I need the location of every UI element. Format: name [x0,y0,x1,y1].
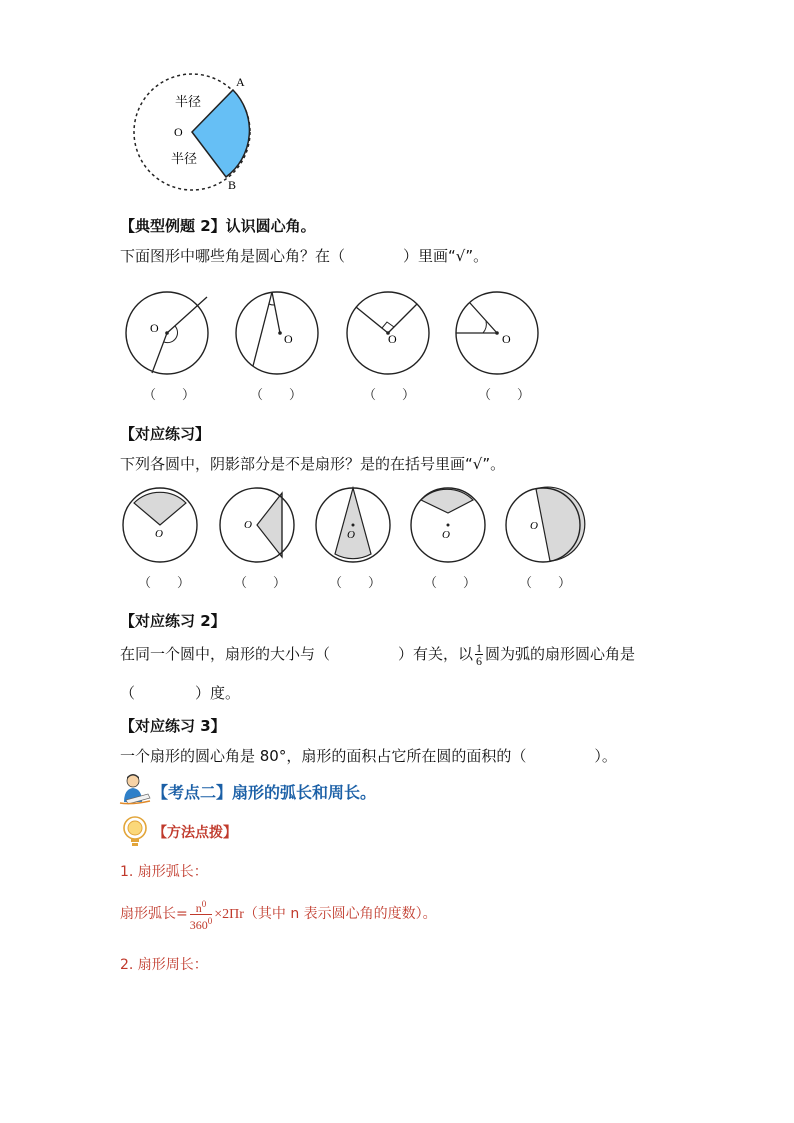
formula-tail: ×2Пr [214,907,244,922]
practice1-answer-4[interactable]: （ ） [424,576,477,591]
student-reading-icon [118,772,152,806]
circle-1 [126,292,208,374]
point-b-label: B [228,178,237,192]
one-sixth-fraction: $\frac{1}{6}$ [476,641,483,668]
arc-length-formula [120,897,437,932]
circle-3 [347,292,429,374]
shade-circle-4 [411,488,485,562]
example2-answer-1[interactable]: （ ） [143,388,196,403]
practice3-heading: 【对应练习 3】 [120,717,226,735]
practice2-text-a: 在同一个圆中，扇形的大小与（ [120,645,331,663]
circle-2-center-label: O [284,332,293,346]
shade-circle-5-center: O [530,520,538,532]
lightbulb-icon [121,815,149,849]
practice1-answer-3[interactable]: （ ） [329,576,382,591]
practice1-answer-2[interactable]: （ ） [234,576,287,591]
example2-answer-3[interactable]: （ ） [363,388,416,403]
example2-answer-4[interactable]: （ ） [478,388,531,403]
shade-circle-2 [220,488,294,562]
shaded-sector-circles [120,485,590,570]
radius-label-lower: 半径 [171,152,198,167]
practice2-text-c: 圆为弧的扇形圆心角是 [485,645,636,663]
radius-label-upper: 半径 [175,95,202,110]
shade-circle-1-center: O [155,528,163,540]
example2-prompt-start: 下面图形中哪些角是圆心角？在（ [120,247,346,265]
sector-diagram [115,68,265,198]
practice3-text-b: ）。 [594,747,617,765]
method-item-1: 1. 扇形弧长： [120,864,208,880]
practice3-text-a: 一个扇形的圆心角是 80°，扇形的面积占它所在圆的面积的（ [120,747,527,765]
practice3-line [120,745,617,766]
practice1-answer-5[interactable]: （ ） [519,576,572,591]
circle-4 [456,292,538,374]
shade-circle-2-center: O [244,519,252,531]
shade-circle-3 [316,488,390,562]
formula-label: 扇形弧长= [120,906,188,922]
circle-4-center-label: O [502,332,511,346]
practice1-heading: 【对应练习】 [120,425,211,443]
practice2-line2: （ ）度。 [120,684,241,702]
example2-prompt-end: ）里画“√”。 [403,247,489,265]
shade-circle-1 [123,488,197,562]
circle-3-center-label: O [388,332,397,346]
practice1-prompt: 下列各圆中，阴影部分是不是扇形？是的在括号里画“√”。 [120,455,506,473]
practice1-answer-1[interactable]: （ ） [138,576,191,591]
shade-circle-3-center: O [347,529,355,541]
example2-answer-2[interactable]: （ ） [250,388,303,403]
practice2-heading: 【对应练习 2】 [120,612,226,630]
practice2-text-b: ）有关，以 [398,645,474,663]
example2-heading: 【典型例题 2】认识圆心角。 [120,217,316,235]
shade-circle-5 [506,487,585,562]
method-title: 【方法点拨】 [153,825,237,841]
circle-2 [236,292,318,374]
shade-circle-4-center: O [442,529,450,541]
central-angle-circles [120,285,550,385]
example2-prompt [120,245,488,266]
practice2-line1 [120,639,635,669]
section2-title: 【考点二】扇形的弧长和周长。 [152,783,377,802]
n-over-360-fraction: $\frac{n^0}{360^0}$ [189,898,213,932]
method-item-2: 2. 扇形周长： [120,957,208,973]
circle-1-center-label: O [150,321,159,335]
center-o-label: O [174,125,183,139]
point-a-label: A [236,75,245,89]
formula-note: （其中 n 表示圆心角的度数）。 [243,906,437,922]
